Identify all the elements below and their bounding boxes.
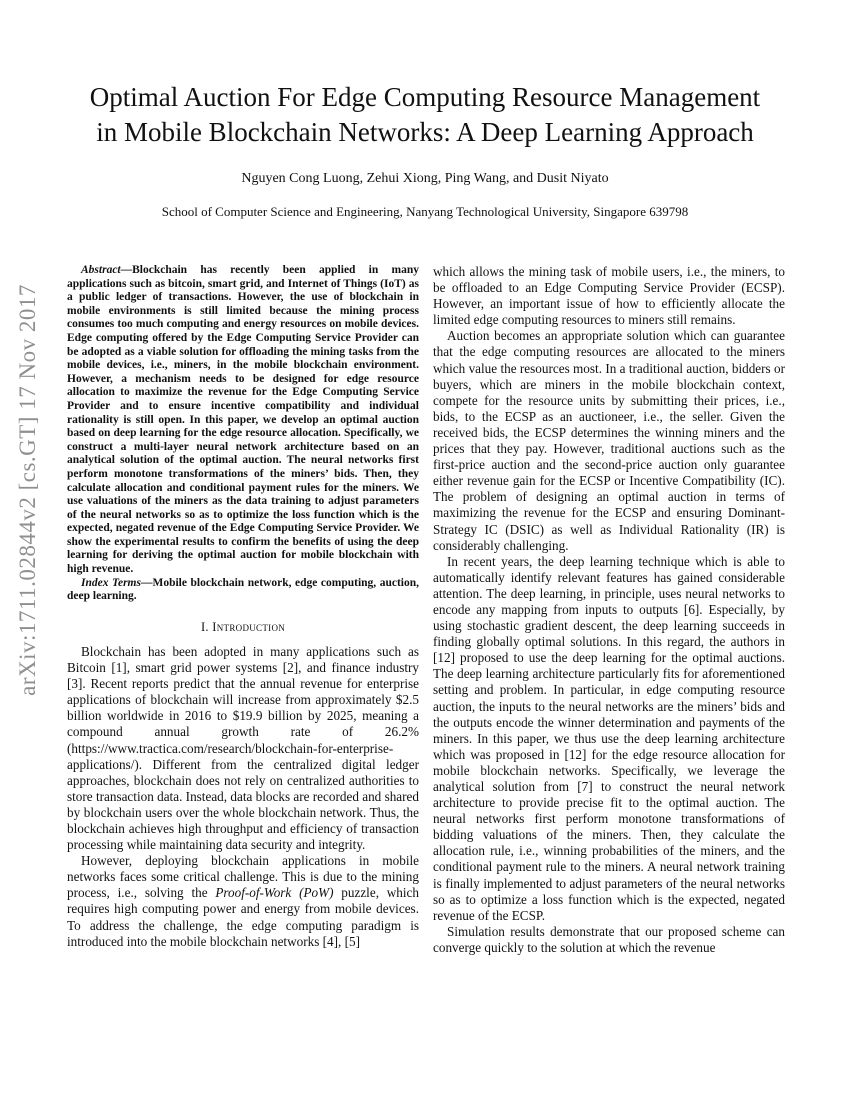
- section-heading-introduction: [67, 619, 419, 635]
- paragraph: which allows the mining task of mobile users, i.e., the miners, to be offloaded to an Edge Computing Service Provider (ECSP). However, an important issue of how to efficiently allocate the limited edge computing resources to miners still remains.: [433, 264, 785, 328]
- arxiv-identifier-text: arXiv:1711.02844v2 [cs.GT] 17 Nov 2017: [14, 284, 40, 696]
- index-terms-label: Index Terms: [81, 576, 141, 589]
- author-list: Nguyen Cong Luong, Zehui Xiong, Ping Wang, and Dusit Niyato: [241, 171, 609, 186]
- left-column: [67, 264, 419, 950]
- paragraph: [67, 853, 419, 950]
- title-line-1: Optimal Auction For Edge Computing Resource Management: [89, 82, 761, 112]
- section-title: Introduction: [212, 619, 286, 634]
- paragraph: In recent years, the deep learning technique which is able to automatically identify relevant features has gained considerable attention. The deep learning, in principle, uses neural networks to encode any mapping from inputs to outputs [6]. Especially, by using stochastic gradient descent, the deep learning succeeds in finding globally optimal solutions. In this regard, the authors in [12] proposed to use the deep learning for the optimal auctions. The deep learning architecture particularly fits for aforementioned setting and problem. In particular, in edge computing resource auction, the inputs to the neural networks are the miners’ bids and the outputs encode the winner determination and payments of the miners. In this paper, we thus use the deep learning architecture which was proposed in [12] for the edge resource allocation for mobile blockchain networks. Specifically, we leverage the analytical solution from [7] to construct the neural network architecture to provide precise fit to the optimal auction. The neural networks first perform monotone transformations of bidding valuations of the miners. Then, they calculate the allocation rule, i.e., winning probabilities of the miners, and the conditional payment rule to the miners. A neural network training is finally implemented to adjust parameters of the neural networks so as to optimize a loss function which is the expected, negated revenue of the ECSP.: [433, 553, 785, 923]
- right-column: [433, 264, 785, 956]
- abstract-text: —Blockchain has recently been applied in many applications such as bitcoin, smart grid, and Internet of Things (IoT) as a public ledger of transactions. However, the use of blockchain in mobile environments is still limited because the mining process consumes too much computing and energy resources on mobile devices. Edge computing offered by the Edge Computing Service Provider can be adopted as a viable solution for offloading the mining tasks from the mobile devices, i.e., miners, in the mobile blockchain environment. However, a mechanism needs to be designed for edge resource allocation to maximize the revenue for the Edge Computing Service Provider and to ensure incentive compatibility and individual rationality is still open. In this paper, we develop an optimal auction based on deep learning for the edge resource allocation. Specifically, we construct a multi-layer neural network architecture based on an analytical solution of the optimal auction. The neural networks first perform monotone transformations of the miners’ bids. Then, they calculate allocation and conditional payment rules for the miners. We use valuations of the miners as the data training to adjust parameters of the neural networks so as to optimize the loss function which is the expected, negated revenue of the Edge Computing Service Provider. We show the experimental results to confirm the benefits of using the deep learning for deriving the optimal auction for mobile blockchain with high revenue.: [67, 264, 419, 576]
- title-line-2: in Mobile Blockchain Networks: A Deep Learning Approach: [96, 117, 754, 147]
- abstract: [67, 264, 419, 577]
- abstract-label: Abstract: [81, 264, 121, 276]
- paragraph-text: However, deploying blockchain applications in mobile networks faces some critical challenge. This is due to the mining process, i.e., solving the: [67, 853, 419, 901]
- paper-title: [40, 80, 810, 150]
- emphasis-pow: Proof-of-Work (PoW): [215, 885, 334, 901]
- paragraph-text: puzzle, which requires high computing power and energy from mobile devices. To address the challenge, the edge computing paradigm is introduced into the mobile blockchain networks [4], [5]: [67, 885, 420, 949]
- affiliation: School of Computer Science and Engineering, Nanyang Technological University, Singapore 639798: [161, 204, 689, 219]
- arxiv-identifier: [5, 284, 50, 696]
- paragraph: Auction becomes an appropriate solution which can guarantee that the edge computing resources are allocated to the miners which value the resources most. In a traditional auction, bidders or buyers, which are miners in the mobile blockchain context, compete for the resource units by submitting their prices, i.e., bids, to the ECSP as an auctioneer, i.e., the seller. Given the received bids, the ECSP determines the winning miners and the prices that they pay. However, traditional auctions such as the first-price auction and the second-price auction only guarantee either revenue gain for the ECSP or Incentive Compatibility (IC). The problem of designing an optimal auction in terms of maximizing the revenue for the ECSP and ensuring Dominant-Strategy IC (DSIC) as well as Individual Rationality (IR) is considerably challenging.: [433, 328, 785, 553]
- index-terms-text: —Mobile blockchain network, edge computing, auction, deep learning.: [67, 576, 419, 603]
- paragraph: Blockchain has been adopted in many applications such as Bitcoin [1], smart grid power systems [2], and finance industry [3]. Recent reports predict that the annual revenue for enterprise applications of blockchain will increase from approximately $2.5 billion worldwide in 2016 to $19.9 billion by 2025, meaning a compound annual growth rate of 26.2% (https://www.tractica.com/research/blockchain-for-enterprise-applications/). Different from the centralized digital ledger approaches, blockchain does not rely on centralized authorities to store transaction data. Instead, data blocks are recorded and shared by blockchain users over the whole blockchain network. Thus, the blockchain achieves high throughput and efficiency of transaction processing while maintaining data security and integrity.: [67, 643, 419, 853]
- index-terms: [67, 577, 419, 604]
- section-number: I.: [200, 619, 213, 634]
- paragraph: Simulation results demonstrate that our proposed scheme can converge quickly to the solution at which the revenue: [433, 923, 785, 955]
